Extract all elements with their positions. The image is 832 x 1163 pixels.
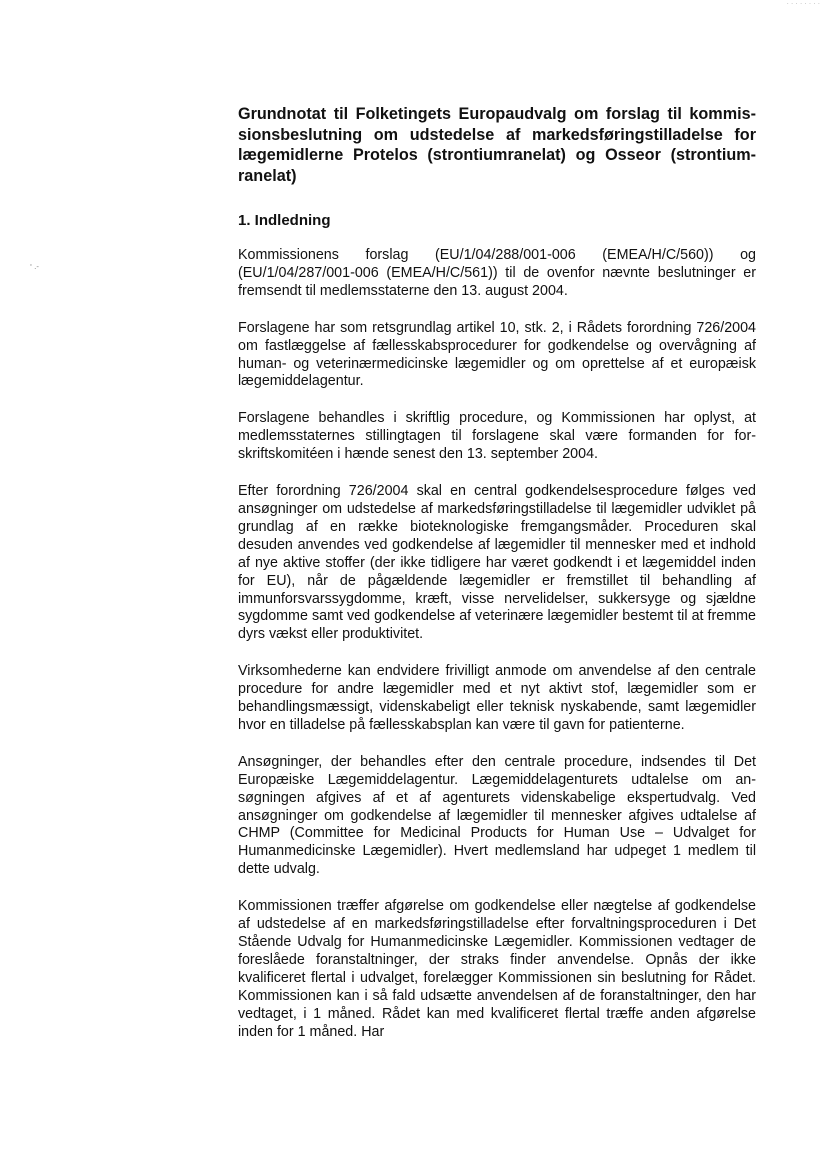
paragraph: Kommissionens forslag (EU/1/04/288/001-006 (EMEA/H/C/560)) og (EU/1/04/287/001-006 (EMEA/H/C/561)) til de ovenfor nævnte beslutninger er fremsendt til medlemsstaterne den 13. august 2004.	[238, 247, 756, 299]
paragraph: Forslagene har som retsgrundlag artikel 10, stk. 2, i Rådets forordning 726/2004 om fastlæggelse af fællesskabsprocedurer for godkendelse og overvågning af human- og veterinærmedicinske lægemidler og om oprettelse af et europæisk lægemiddelagentur.	[238, 319, 756, 390]
paragraph: Forslagene behandles i skriftlig procedure, og Kommissionen har oplyst, at medlemsstaternes stillingtagen til forslagene skal være formanden for forskriftskomitéen i hænde senest den 13. september 2004.	[238, 410, 756, 463]
scan-noise: · · · · · · · ·	[786, 0, 820, 8]
section-heading: 1. Indledning	[238, 212, 331, 229]
paragraph: Kommissionen træffer afgørelse om godkendelse eller nægtelse af godkendelse af udstedelse af en markedsføringstilladelse efter forvaltningsproceduren i Det Stående Udvalg for Humanmedicinske Lægemidler. Kommissionen vedtager de foreslåede foranstaltninger, der straks finder anvendelse. Opnås der ikke kvalificeret flertal i udvalget, forelægger Kommissionen sin beslutning for Rådet. Kommissionen kan i så fald udsætte anvendelsen af de foranstaltninger, den har vedtaget, i 1 måned. Rådet kan med kvalificeret flertal træffe anden afgørelse inden for 1 måned. Har	[238, 898, 756, 1040]
document-body	[238, 104, 756, 1060]
paragraph: Ansøgninger, der behandles efter den centrale procedure, indsendes til Det Europæiske Lægemiddelagentur. Lægemiddelagenturets udtalelse om ansøgningen afgives af et af agenturets videnskabelige ekspertudvalg. Ved ansøgninger om godkendelse af lægemidler til mennesker afgives udtalelse af CHMP (Committee for Medicinal Products for Human Use – Udvalget for Humanmedicinske Lægemidler). Hvert medlemsland har udpeget 1 medlem til dette udvalg.	[238, 753, 756, 878]
document-title: Grundnotat til Folketingets Europaudvalg om forslag til kommissionsbeslutning om udstedelse af markedsføringstilladelse for lægemidlerne Protelos (strontiumranelat) og Osseor (strontiumranelat)	[238, 105, 756, 185]
scan-speck: ' .-	[30, 263, 39, 271]
paragraph: Efter forordning 726/2004 skal en central godkendelsesprocedure følges ved ansøgninger om udstedelse af markedsføringstilladelse til lægemidler udviklet på grundlag af en række bioteknologiske fremgangsmåder. Proceduren skal desuden anvendes ved godkendelse af lægemidler til mennesker med et indhold af nye aktive stoffer (der ikke tidligere har været godkendt i et lægemiddel inden for EU), når de pågældende lægemidler er fremstillet til behandling af immunforsvarssygdomme, kræft, visse nervelidelser, sukkersyge og sjældne sygdomme samt ved godkendelse af veterinære lægemidler bestemt til at fremme dyrs vækst eller produktivitet.	[238, 483, 756, 643]
paragraph: Virksomhederne kan endvidere frivilligt anmode om anvendelse af den centrale procedure for andre lægemidler med et nyt aktivt stof, lægemidler som er behandlingsmæssigt, videnskabeligt eller teknisk nyskabende, samt lægemidler hvor en tilladelse på fællesskabsplan kan være til gavn for patienterne.	[238, 663, 756, 733]
